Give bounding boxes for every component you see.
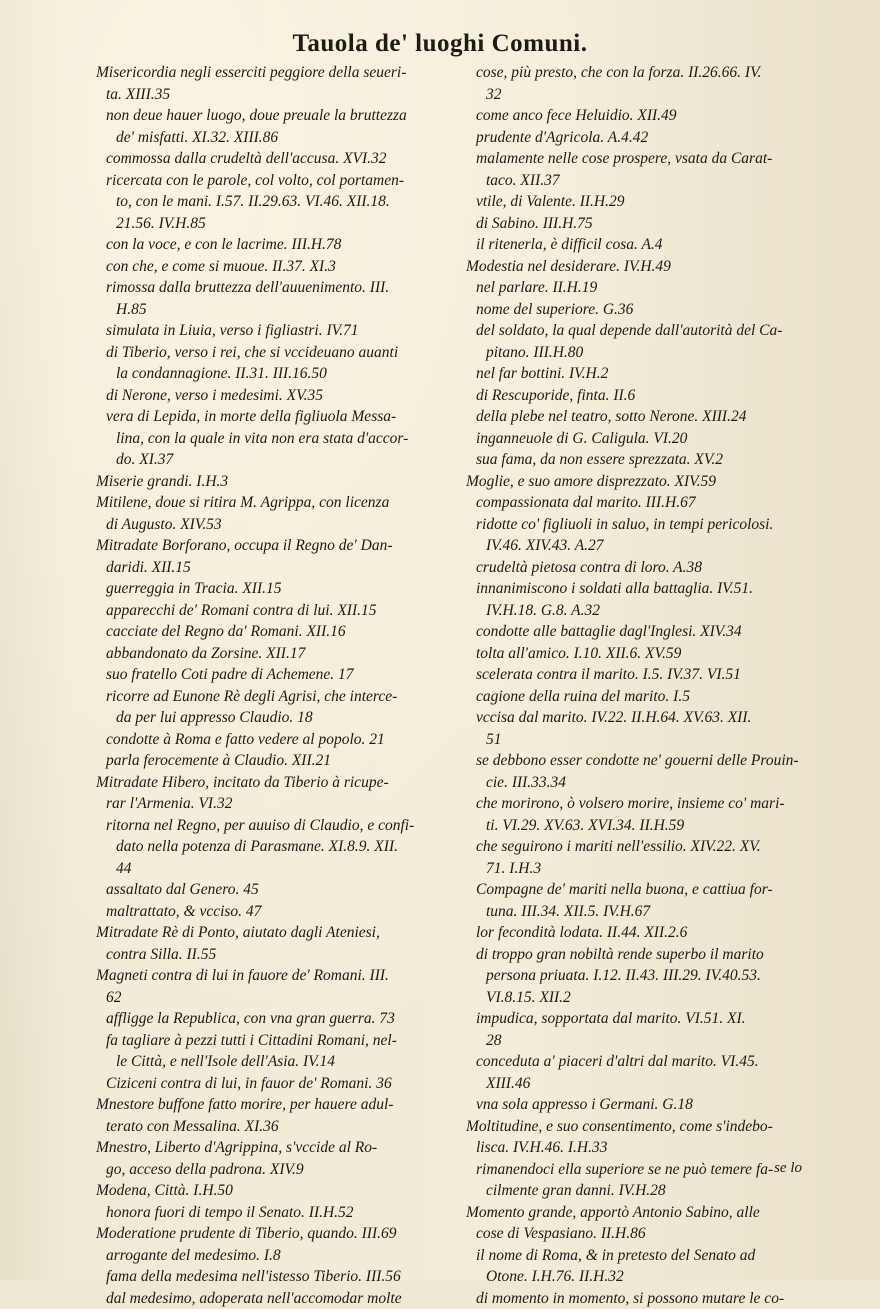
index-line: VI.8.15. XII.2 <box>476 987 820 1009</box>
index-heading-entry <box>96 1223 456 1245</box>
index-line: cacciate del Regno da' Romani. XII.16 <box>106 621 456 643</box>
index-subentry <box>106 342 456 385</box>
index-subentry <box>476 1288 820 1309</box>
catchword: se lo <box>774 1160 802 1177</box>
index-line: go, acceso della padrona. XIV.9 <box>96 1159 456 1181</box>
index-subentry <box>476 449 820 471</box>
index-line: IV.46. XIV.43. A.27 <box>476 535 820 557</box>
index-line: Mitilene, doue si ritira M. Agrippa, con licenza <box>96 492 456 514</box>
index-line: di troppo gran nobiltà rende superbo il marito <box>476 944 820 966</box>
index-heading-entry <box>96 535 456 578</box>
index-line: parla ferocemente à Claudio. XII.21 <box>106 750 456 772</box>
index-line: Moltitudine, e suo consentimento, come s'indebo- <box>466 1116 820 1138</box>
index-subentry <box>106 621 456 643</box>
index-line: 44 <box>106 858 456 880</box>
left-column <box>106 62 456 1309</box>
index-line: Miserie grandi. I.H.3 <box>96 471 456 493</box>
index-line: 32 <box>476 84 820 106</box>
index-subentry <box>476 299 820 321</box>
index-line: ta. XIII.35 <box>96 84 456 106</box>
index-line: che seguirono i mariti nell'essilio. XIV.22. XV. <box>476 836 820 858</box>
page-title: Tauola de' luoghi Comuni. <box>0 30 880 58</box>
index-line: inganneuole di G. Caligula. VI.20 <box>476 428 820 450</box>
index-subentry <box>476 213 820 235</box>
index-line: da per lui appresso Claudio. 18 <box>106 707 456 729</box>
index-subentry <box>106 1073 456 1095</box>
index-subentry <box>476 234 820 256</box>
index-line: 51 <box>476 729 820 751</box>
index-line: vccisa dal marito. IV.22. II.H.64. XV.63. XII. <box>476 707 820 729</box>
index-line: prudente d'Agricola. A.4.42 <box>476 127 820 149</box>
index-line: rimossa dalla bruttezza dell'auuenimento. III. <box>106 277 456 299</box>
index-subentry <box>106 901 456 923</box>
index-line: assaltato dal Genero. 45 <box>106 879 456 901</box>
index-subentry <box>106 686 456 729</box>
index-line: honora fuori di tempo il Senato. II.H.52 <box>106 1202 456 1224</box>
index-heading-entry <box>466 256 820 278</box>
index-line: de' misfatti. XI.32. XIII.86 <box>106 127 456 149</box>
index-line: Mnestore buffone fatto morire, per hauere adul- <box>96 1094 456 1116</box>
index-line: cose, più presto, che con la forza. II.26.66. IV. <box>476 62 820 84</box>
index-line: suo fratello Coti padre di Achemene. 17 <box>106 664 456 686</box>
index-subentry <box>476 363 820 385</box>
index-line: se debbono esser condotte ne' gouerni delle Prouin- <box>476 750 820 772</box>
index-subentry <box>476 1008 820 1051</box>
index-line: dato nella potenza di Parasmane. XI.8.9. XII. <box>106 836 456 858</box>
index-line: commossa dalla crudeltà dell'accusa. XVI.32 <box>106 148 456 170</box>
index-line: sua fama, da non essere sprezzata. XV.2 <box>476 449 820 471</box>
index-line: taco. XII.37 <box>476 170 820 192</box>
index-line: to, con le mani. I.57. II.29.63. VI.46. XII.18. <box>106 191 456 213</box>
index-line: Mnestro, Liberto d'Agrippina, s'vccide al Ro- <box>96 1137 456 1159</box>
index-heading-entry <box>96 471 456 493</box>
index-subentry <box>106 750 456 772</box>
index-line: ritorna nel Regno, per auuiso di Claudio, e confi- <box>106 815 456 837</box>
index-line: rimanendoci ella superiore se ne può temere fa- <box>476 1159 820 1181</box>
index-subentry <box>476 492 820 514</box>
index-line: malamente nelle cose prospere, vsata da Carat- <box>476 148 820 170</box>
index-line: cilmente gran danni. IV.H.28 <box>476 1180 820 1202</box>
index-subentry <box>476 578 820 621</box>
index-line: maltrattato, & vcciso. 47 <box>106 901 456 923</box>
index-subentry <box>476 406 820 428</box>
index-line: non deue hauer luogo, doue preuale la bruttezza <box>106 105 456 127</box>
index-line: ti. VI.29. XV.63. XVI.34. II.H.59 <box>476 815 820 837</box>
index-heading-entry <box>466 1202 820 1245</box>
index-subentry <box>106 1266 456 1288</box>
index-heading-entry <box>96 965 456 1008</box>
index-subentry <box>106 170 456 235</box>
index-line: la condannagione. II.31. III.16.50 <box>106 363 456 385</box>
index-line: Modestia nel desiderare. IV.H.49 <box>466 256 820 278</box>
index-subentry <box>106 277 456 320</box>
index-line: Misericordia negli esserciti peggiore della seueri- <box>96 62 456 84</box>
index-line: di momento in momento, si possono mutare le co- <box>476 1288 820 1309</box>
index-line: di Rescuporide, finta. II.6 <box>476 385 820 407</box>
index-subentry <box>106 600 456 622</box>
index-line: con la voce, e con le lacrime. III.H.78 <box>106 234 456 256</box>
index-subentry <box>106 1288 456 1309</box>
index-line: apparecchi de' Romani contra di lui. XII.15 <box>106 600 456 622</box>
index-line: le Città, e nell'Isole dell'Asia. IV.14 <box>106 1051 456 1073</box>
index-line: terato con Messalina. XI.36 <box>96 1116 456 1138</box>
index-subentry <box>106 1245 456 1267</box>
index-subentry <box>476 514 820 557</box>
index-line: tolta all'amico. I.10. XII.6. XV.59 <box>476 643 820 665</box>
index-subentry <box>106 1008 456 1030</box>
index-subentry <box>476 428 820 450</box>
index-line: XIII.46 <box>476 1073 820 1095</box>
index-line: cie. III.33.34 <box>476 772 820 794</box>
index-subentry <box>106 406 456 471</box>
index-subentry <box>476 62 820 105</box>
index-subentry <box>476 191 820 213</box>
index-subentry <box>106 234 456 256</box>
index-subentry <box>476 320 820 363</box>
index-subentry <box>106 1202 456 1224</box>
index-line: affligge la Republica, con vna gran guerra. 73 <box>106 1008 456 1030</box>
index-subentry <box>476 1051 820 1094</box>
index-heading-entry <box>96 492 456 535</box>
index-line: innanimiscono i soldati alla battaglia. IV.51. <box>476 578 820 600</box>
index-subentry <box>476 664 820 686</box>
index-subentry <box>476 277 820 299</box>
index-line: della plebe nel teatro, sotto Nerone. XIII.24 <box>476 406 820 428</box>
index-line: guerreggia in Tracia. XII.15 <box>106 578 456 600</box>
index-line: conceduta a' piaceri d'altri dal marito. VI.45. <box>476 1051 820 1073</box>
index-subentry <box>476 793 820 836</box>
index-subentry <box>476 621 820 643</box>
index-line: Mitradate Rè di Ponto, aiutato dagli Ateniesi, <box>96 922 456 944</box>
index-line: di Nerone, verso i medesimi. XV.35 <box>106 385 456 407</box>
index-subentry <box>476 127 820 149</box>
index-line: con che, e come si muoue. II.37. XI.3 <box>106 256 456 278</box>
index-line: IV.H.18. G.8. A.32 <box>476 600 820 622</box>
index-line: ricorre ad Eunone Rè degli Agrisi, che interce- <box>106 686 456 708</box>
index-line: Compagne de' mariti nella buona, e cattiua for- <box>476 879 820 901</box>
index-heading-entry <box>96 772 456 815</box>
index-subentry <box>476 105 820 127</box>
index-subentry <box>476 750 820 793</box>
index-heading-entry <box>96 1180 456 1202</box>
index-line: Ciziceni contra di lui, in fauor de' Romani. 36 <box>106 1073 456 1095</box>
index-line: rar l'Armenia. VI.32 <box>96 793 456 815</box>
index-line: fama della medesima nell'istesso Tiberio. III.56 <box>106 1266 456 1288</box>
index-subentry <box>106 643 456 665</box>
index-subentry <box>106 879 456 901</box>
index-heading-entry <box>466 471 820 493</box>
index-line: di Augusto. XIV.53 <box>96 514 456 536</box>
index-heading-entry <box>96 62 456 105</box>
index-line: impudica, sopportata dal marito. VI.51. XI. <box>476 1008 820 1030</box>
index-line: dal medesimo, adoperata nell'accomodar molte <box>106 1288 456 1309</box>
index-line: persona priuata. I.12. II.43. III.29. IV.40.53. <box>476 965 820 987</box>
index-subentry <box>106 385 456 407</box>
index-subentry <box>106 578 456 600</box>
index-subentry <box>476 557 820 579</box>
index-line: ricercata con le parole, col volto, col portamen- <box>106 170 456 192</box>
index-line: daridi. XII.15 <box>96 557 456 579</box>
index-heading-entry <box>96 1094 456 1137</box>
index-line: come anco fece Heluidio. XII.49 <box>476 105 820 127</box>
index-subentry <box>476 643 820 665</box>
index-line: do. XI.37 <box>106 449 456 471</box>
index-subentry <box>106 729 456 751</box>
index-line: Momento grande, apportò Antonio Sabino, alle <box>466 1202 820 1224</box>
index-subentry <box>476 1159 820 1202</box>
index-line: scelerata contra il marito. I.5. IV.37. VI.51 <box>476 664 820 686</box>
index-line: condotte alle battaglie dagl'Inglesi. XIV.34 <box>476 621 820 643</box>
index-line: condotte à Roma e fatto vedere al popolo. 21 <box>106 729 456 751</box>
index-heading-entry <box>96 922 456 965</box>
index-subentry <box>106 105 456 148</box>
index-subentry <box>106 320 456 342</box>
index-line: contra Silla. II.55 <box>96 944 456 966</box>
index-line: compassionata dal marito. III.H.67 <box>476 492 820 514</box>
index-line: tuna. III.34. XII.5. IV.H.67 <box>476 901 820 923</box>
index-line: crudeltà pietosa contra di loro. A.38 <box>476 557 820 579</box>
index-line: nel parlare. II.H.19 <box>476 277 820 299</box>
index-line: H.85 <box>106 299 456 321</box>
index-line: Mitradate Hibero, incitato da Tiberio à ricupe- <box>96 772 456 794</box>
index-subentry <box>106 664 456 686</box>
index-subentry <box>476 922 820 944</box>
index-line: il nome di Roma, & in pretesto del Senato ad <box>476 1245 820 1267</box>
index-line: vtile, di Valente. II.H.29 <box>476 191 820 213</box>
index-line: Magneti contra di lui in fauore de' Romani. III. <box>96 965 456 987</box>
index-line: Modena, Città. I.H.50 <box>96 1180 456 1202</box>
index-subentry <box>476 944 820 1009</box>
index-line: simulata in Liuia, verso i figliastri. IV.71 <box>106 320 456 342</box>
index-line: Otone. I.H.76. II.H.32 <box>476 1266 820 1288</box>
right-column <box>476 62 820 1309</box>
index-line: vera di Lepida, in morte della figliuola Messa- <box>106 406 456 428</box>
index-line: di Sabino. III.H.75 <box>476 213 820 235</box>
index-subentry <box>106 1030 456 1073</box>
index-line: di Tiberio, verso i rei, che si vccideuano auanti <box>106 342 456 364</box>
index-line: 71. I.H.3 <box>476 858 820 880</box>
index-line: 28 <box>476 1030 820 1052</box>
index-line: nel far bottini. IV.H.2 <box>476 363 820 385</box>
index-line: 62 <box>96 987 456 1009</box>
index-line: Moderatione prudente di Tiberio, quando. III.69 <box>96 1223 456 1245</box>
index-heading-entry <box>466 1116 820 1159</box>
index-subentry <box>106 256 456 278</box>
index-line: cagione della ruina del marito. I.5 <box>476 686 820 708</box>
index-heading-entry <box>96 1137 456 1180</box>
index-line: Mitradate Borforano, occupa il Regno de' Dan- <box>96 535 456 557</box>
index-subentry <box>476 836 820 879</box>
index-line: lina, con la quale in vita non era stata d'accor- <box>106 428 456 450</box>
index-line: del soldato, la qual depende dall'autorità del Ca- <box>476 320 820 342</box>
index-subentry <box>476 385 820 407</box>
index-subentry <box>476 686 820 708</box>
index-line: il ritenerla, è difficil cosa. A.4 <box>476 234 820 256</box>
index-line: fa tagliare à pezzi tutti i Cittadini Romani, nel- <box>106 1030 456 1052</box>
index-subentry <box>106 815 456 880</box>
index-line: che morirono, ò volsero morire, insieme co' mari- <box>476 793 820 815</box>
index-line: Moglie, e suo amore disprezzato. XIV.59 <box>466 471 820 493</box>
index-line: arrogante del medesimo. I.8 <box>106 1245 456 1267</box>
index-subentry <box>106 148 456 170</box>
index-subentry <box>476 1094 820 1116</box>
index-subentry <box>476 707 820 750</box>
index-line: ridotte co' figliuoli in saluo, in tempi pericolosi. <box>476 514 820 536</box>
index-line: lor fecondità lodata. II.44. XII.2.6 <box>476 922 820 944</box>
index-line: lisca. IV.H.46. I.H.33 <box>466 1137 820 1159</box>
index-line: vna sola appresso i Germani. G.18 <box>476 1094 820 1116</box>
index-line: nome del superiore. G.36 <box>476 299 820 321</box>
index-line: abbandonato da Zorsine. XII.17 <box>106 643 456 665</box>
index-line: 21.56. IV.H.85 <box>106 213 456 235</box>
index-line: cose di Vespasiano. II.H.86 <box>466 1223 820 1245</box>
index-subentry <box>476 148 820 191</box>
index-subentry <box>476 879 820 922</box>
index-line: pitano. III.H.80 <box>476 342 820 364</box>
index-subentry <box>476 1245 820 1288</box>
